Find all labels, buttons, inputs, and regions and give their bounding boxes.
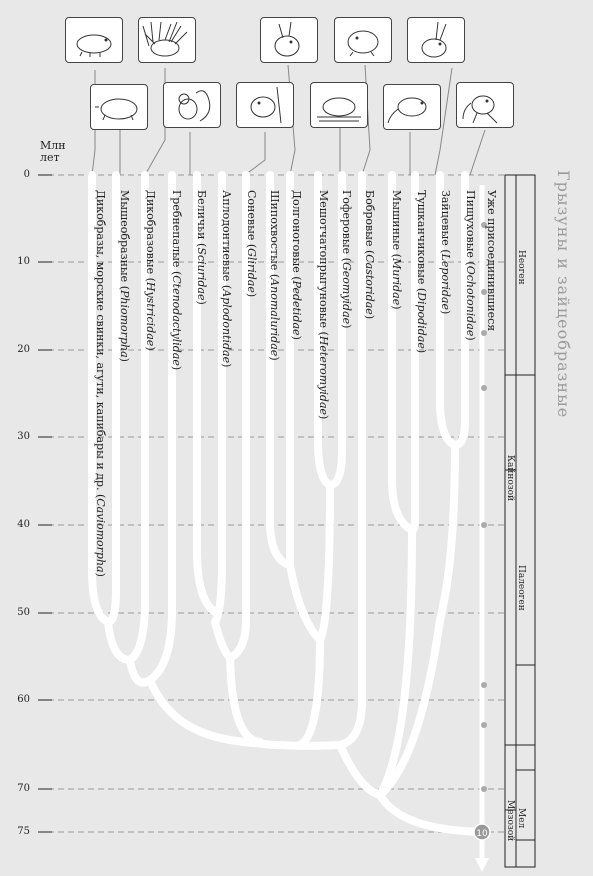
taxon-label: Мешотчатопрыгуновые (Heteromyidae) <box>317 190 330 420</box>
tick-label: 70 <box>17 783 30 794</box>
era-mezozoi: Мезозой <box>505 800 515 842</box>
taxon-label: Дикобразы, морские свинки, агути, капибары и др. (Caviomorpha) <box>94 190 107 577</box>
tick-label: 20 <box>17 344 30 355</box>
taxon-label: Бобровые (Castoridae) <box>363 190 376 320</box>
taxon-label: Мышеобразные (Phiomorpha) <box>118 190 131 362</box>
era-kainozoi: Кайнозой <box>505 455 515 502</box>
kangaroo-rat-icon <box>310 82 368 128</box>
tick-label: 30 <box>17 431 30 442</box>
taxon-label: Шипохвостые (Anomaluridae) <box>268 190 281 361</box>
rendezvous-dot <box>481 722 487 728</box>
tick-label: 60 <box>17 694 30 705</box>
dormouse-icon <box>236 82 294 128</box>
springhare-icon <box>260 17 318 63</box>
beaver-icon <box>334 17 392 63</box>
hare-icon <box>407 17 465 63</box>
taxon-label: Зайцевые (Leporidae) <box>439 190 452 315</box>
squirrel-icon <box>163 82 221 128</box>
jerboa-icon <box>456 82 514 128</box>
rendezvous-dot <box>481 682 487 688</box>
rendezvous-dot <box>481 385 487 391</box>
period-paleogen: Палеоген <box>516 565 526 611</box>
taxon-label: Мышиные (Muridae) <box>390 190 403 310</box>
axis-ticks <box>38 175 52 832</box>
rendezvous-number: 10 <box>476 829 488 839</box>
taxon-label: Тушканчиковые (Dipodidae) <box>415 190 428 354</box>
taxon-label: Дикобразовые (Hystricidae) <box>144 190 157 351</box>
axis-title: Млн лет <box>40 139 66 164</box>
taxon-label: Пищуховые (Ochotonidae) <box>464 190 477 341</box>
tick-label: 10 <box>17 256 30 267</box>
taxon-label: Беличьи (Sciuridae) <box>195 190 208 305</box>
guinea-pig-icon <box>65 17 123 63</box>
tick-label: 40 <box>17 519 30 530</box>
porcupine-icon <box>138 17 196 63</box>
period-neogen: Неоген <box>516 250 526 285</box>
figure-title: Грызуны и зайцеобразные <box>554 170 573 419</box>
rendezvous-dot <box>481 786 487 792</box>
mole-rat-icon <box>90 84 148 130</box>
taxon-label: Гребнепалые (Ctenodactylidae) <box>170 190 183 371</box>
tick-label: 50 <box>17 607 30 618</box>
rendezvous-dot <box>481 522 487 528</box>
period-mel: Мел <box>516 808 526 829</box>
taxon-label: Долгоноговые (Pedetidae) <box>290 190 303 340</box>
taxon-label: Аплодонтиевые (Aplodontidae) <box>220 190 233 368</box>
mouse-icon <box>383 84 441 130</box>
tick-label: 0 <box>23 169 30 180</box>
taxon-label: Гоферовые (Geomyidae) <box>340 190 353 329</box>
taxon-label-joined: Уже присоединившиеся <box>485 190 498 332</box>
tick-label: 75 <box>17 826 30 837</box>
taxon-label: Соневые (Gliridae) <box>245 190 258 298</box>
